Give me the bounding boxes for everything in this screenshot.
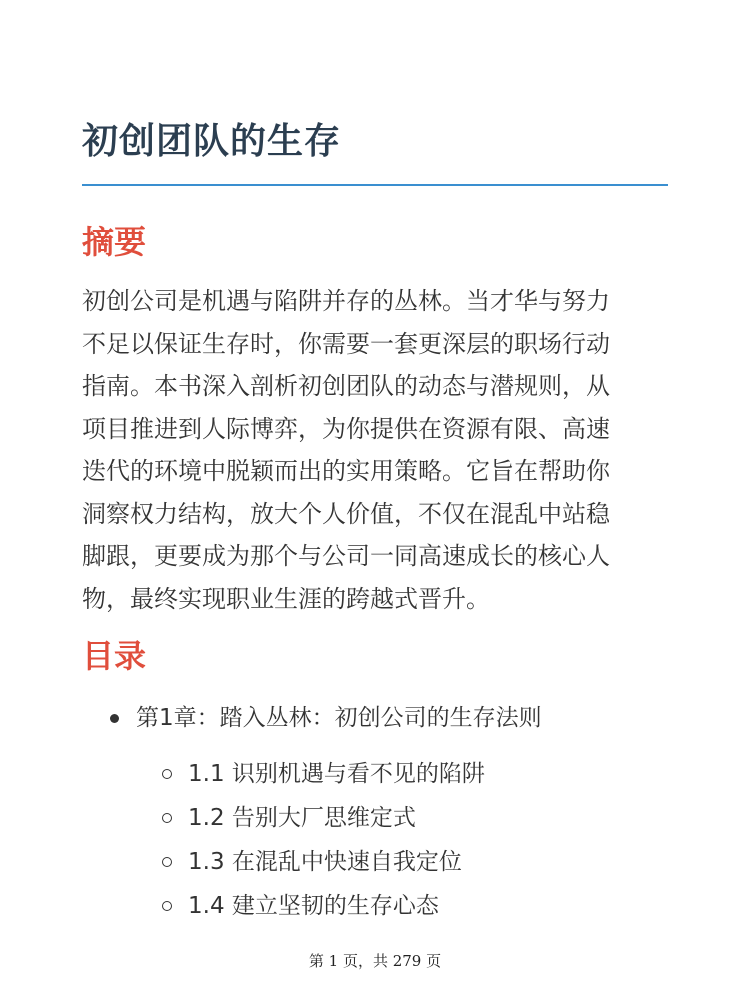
summary-line: 初创公司是机遇与陷阱并存的丛林。当才华与努力 xyxy=(82,287,610,315)
document-title: 初创团队的生存 xyxy=(82,121,342,162)
summary-line: 脚跟，更要成为那个与公司一同高速成长的核心人 xyxy=(82,542,610,570)
title-divider xyxy=(82,184,668,186)
toc-section-item[interactable] xyxy=(162,756,485,792)
summary-line: 洞察权力结构，放大个人价值，不仅在混乱中站稳 xyxy=(82,499,610,528)
bullet-circle-icon xyxy=(162,769,172,779)
bullet-circle-icon xyxy=(162,813,172,823)
summary-heading: 摘要 xyxy=(82,223,147,261)
toc-section-label: 1.3 在混乱中快速自我定位 xyxy=(188,849,462,875)
toc-section-label: 1.4 建立坚韧的生存心态 xyxy=(188,893,439,919)
toc-chapter-item[interactable] xyxy=(110,700,542,736)
summary-line: 项目推进到人际博弈，为你提供在资源有限、高速 xyxy=(82,414,610,443)
toc-section-item[interactable] xyxy=(162,844,462,880)
bullet-circle-icon xyxy=(162,901,172,911)
toc-section-label: 1.2 告别大厂思维定式 xyxy=(188,805,416,831)
summary-line: 不足以保证生存时，你需要一套更深层的职场行动 xyxy=(82,329,610,358)
summary-line: 迭代的环境中脱颖而出的实用策略。它旨在帮助你 xyxy=(82,457,610,485)
toc-section-item[interactable] xyxy=(162,800,416,836)
toc-chapter-label: 第1章：踏入丛林：初创公司的生存法则 xyxy=(136,705,542,731)
summary-line: 指南。本书深入剖析初创团队的动态与潜规则，从 xyxy=(82,372,610,400)
summary-line: 物，最终实现职业生涯的跨越式晋升。 xyxy=(82,584,490,613)
bullet-circle-icon xyxy=(162,857,172,867)
page-number-footer: 第 1 页，共 279 页 xyxy=(308,952,442,970)
toc-section-item[interactable] xyxy=(162,888,439,924)
bullet-disc-icon xyxy=(110,714,119,723)
toc-section-label: 1.1 识别机遇与看不见的陷阱 xyxy=(188,761,485,787)
toc-heading: 目录 xyxy=(82,637,147,675)
summary-paragraph xyxy=(82,280,682,620)
